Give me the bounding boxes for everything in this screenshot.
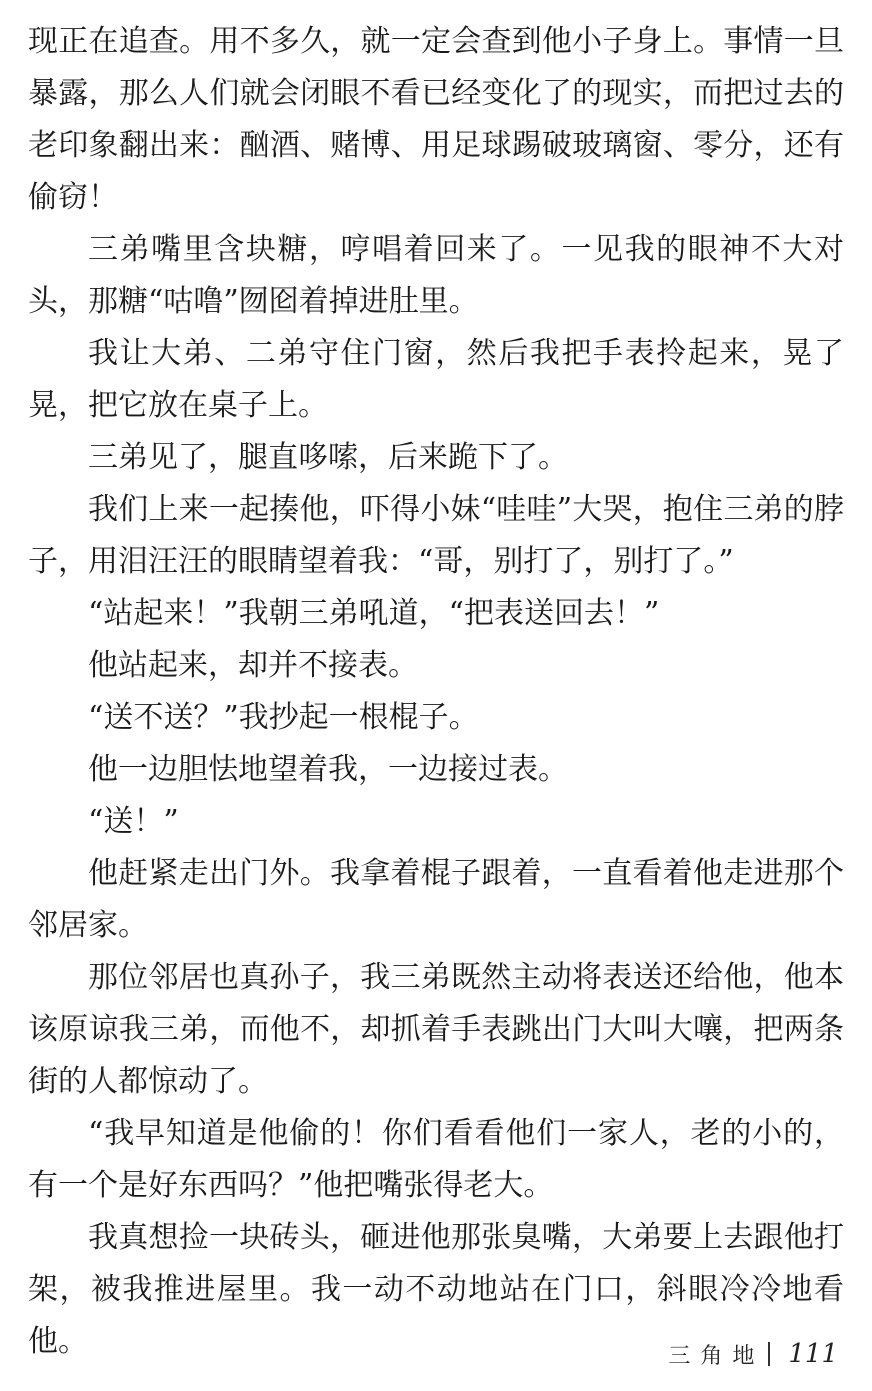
paragraph: 他一边胆怯地望着我，一边接过表。 <box>88 752 568 787</box>
footer-divider <box>768 1342 770 1366</box>
paragraph: 我们上来一起揍他，吓得小妹“哇哇”大哭，抱住三弟的脖子，用泪汪汪的眼睛望着我：“哥，别打了，别打了。” <box>28 492 844 579</box>
running-title: 三角地 <box>668 1343 765 1369</box>
paragraph: 那位邻居也真孙子，我三弟既然主动将表送还给他，他本该原谅我三弟，而他不，却抓着手表跳出门大叫大嚷，把两条街的人都惊动了。 <box>28 960 844 1099</box>
paragraph: 三弟见了，腿直哆嗦，后来跪下了。 <box>88 440 568 475</box>
paragraph: 三弟嘴里含块糖，哼唱着回来了。一见我的眼神不大对头，那糖“咕噜”囫囵着掉进肚里。 <box>28 232 844 319</box>
page-number: 111 <box>788 1339 838 1369</box>
body-text <box>28 16 844 1368</box>
paragraph: 他站起来，却并不接表。 <box>88 648 418 683</box>
paragraph: “我早知道是他偷的！你们看看他们一家人，老的小的，有一个是好东西吗？”他把嘴张得老大。 <box>28 1116 844 1203</box>
paragraph: 现正在追查。用不多久，就一定会查到他小子身上。事情一旦暴露，那么人们就会闭眼不看已经变化了的现实，而把过去的老印象翻出来：酗酒、赌博、用足球踢破玻璃窗、零分，还有偷窃！ <box>28 24 844 215</box>
paragraph: 我真想捡一块砖头，砸进他那张臭嘴，大弟要上去跟他打架，被我推进屋里。我一动不动地站在门口，斜眼冷冷地看他。 <box>28 1220 844 1359</box>
paragraph: 我让大弟、二弟守住门窗，然后我把手表拎起来，晃了晃，把它放在桌子上。 <box>28 336 844 423</box>
paragraph: 他赶紧走出门外。我拿着棍子跟着，一直看着他走进那个邻居家。 <box>28 856 844 943</box>
paragraph: “站起来！”我朝三弟吼道，“把表送回去！” <box>88 596 660 631</box>
page-footer <box>668 1334 838 1374</box>
paragraph: “送不送？”我抄起一根棍子。 <box>88 700 479 735</box>
paragraph: “送！” <box>88 804 179 839</box>
